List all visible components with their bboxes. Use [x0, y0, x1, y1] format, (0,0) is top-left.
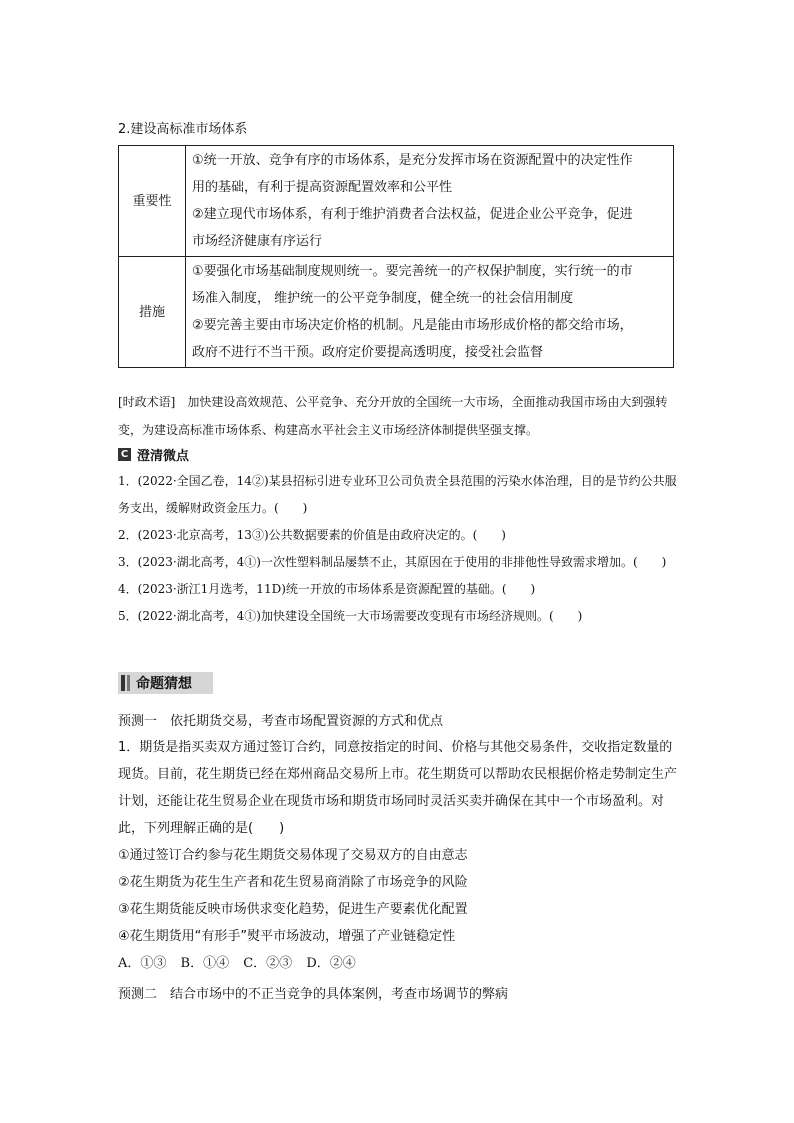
question-one — [118, 734, 683, 977]
prediction-one — [118, 710, 683, 734]
table-line: ②要完善主要由市场决定价格的机制。凡是能由市场形成价格的都交给市场， — [192, 318, 633, 333]
option-a: A．①③ — [118, 956, 167, 971]
clarify-item: 1．(2022·全国乙卷，14②)某县招标引进专业环卫公司负责全县范围的污染水体治理，目的是节约公共服务支出，缓解财政资金压力。( ) — [118, 474, 677, 515]
banner-bar-icon — [121, 675, 125, 691]
statement: ②花生期货为花生生产者和花生贸易商消除了市场竞争的风险 — [118, 875, 468, 890]
table-row-measures — [119, 257, 674, 368]
clarify-title: 澄清微点 — [137, 448, 190, 464]
section-title: 2.建设高标准市场体系 — [118, 122, 248, 137]
row-header-measures: 措施 — [119, 257, 186, 368]
question-stem: 1．期货是指买卖双方通过签订合约，同意按指定的时间、价格与其他交易条件，交收指定数量的现货。目前，花生期货已经在郑州商品交易所上市。花生期货可以帮助农民根据价格走势制定生产计划，还能让花生贸易企业在现货市场和期货市场同时灵活买卖并确保在其中一个市场盈利。对此，下列理解正确的是( ) — [118, 740, 678, 836]
clarify-heading — [118, 443, 683, 465]
table-line: ①统一开放、竞争有序的市场体系，是充分发挥市场在资源配置中的决定性作 — [192, 153, 633, 168]
prediction-two — [118, 983, 683, 1007]
policy-term-note — [118, 388, 678, 444]
row-body-measures — [186, 257, 674, 368]
row-body-importance — [186, 146, 674, 257]
prediction-two-title: 预测二 结合市场中的不正当竞争的具体案例，考查市场调节的弊病 — [118, 987, 509, 1002]
row-header-importance: 重要性 — [119, 146, 186, 257]
statement: ④花生期货用“有形手”熨平市场波动，增强了产业链稳定性 — [118, 929, 456, 944]
table-line: 场准入制度， 维护统一的公平竞争制度，健全统一的社会信用制度 — [192, 291, 574, 306]
note-label: [时政术语] — [118, 395, 176, 409]
market-system-table — [118, 145, 674, 368]
clarify-item: 3．(2023·湖北高考，4①)一次性塑料制品屡禁不止，其原因在于使用的非排他性导致需求增加。( ) — [118, 555, 667, 569]
statement: ③花生期货能反映市场供求变化趋势，促进生产要素优化配置 — [118, 902, 468, 917]
table-line: 用的基础，有利于提高资源配置效率和公平性 — [192, 180, 453, 195]
prediction-one-title: 预测一 依托期货交易，考查市场配置资源的方式和优点 — [118, 714, 444, 729]
option-d: D．②④ — [306, 956, 356, 971]
table-row-importance — [119, 146, 674, 257]
answer-options — [118, 950, 683, 977]
clarify-tag-icon: C — [118, 448, 131, 461]
table-line: 市场经济健康有序运行 — [192, 234, 323, 249]
table-line: 政府不进行不当干预。政府定价要提高透明度，接受社会监督 — [192, 345, 544, 360]
clarify-item: 4．(2023·浙江1月选考，11D)统一开放的市场体系是资源配置的基础。( ) — [118, 582, 536, 596]
statement: ①通过签订合约参与花生期货交易体现了交易双方的自由意志 — [118, 848, 468, 863]
banner-bar-icon — [127, 675, 130, 691]
prediction-banner — [118, 672, 213, 694]
table-line: ②建立现代市场体系，有利于维护消费者合法权益，促进企业公平竞争，促进 — [192, 207, 633, 222]
clarify-section — [118, 443, 683, 630]
clarify-item: 5．(2022·湖北高考，4①)加快建设全国统一大市场需要改变现有市场经济规则。( ) — [118, 609, 583, 623]
option-c: C．②③ — [243, 956, 293, 971]
banner-label: 命题猜想 — [136, 676, 192, 692]
table-line: ①要强化市场基础制度规则统一。要完善统一的产权保护制度，实行统一的市 — [192, 264, 633, 279]
clarify-item: 2．(2023·北京高考，13③)公共数据要素的价值是由政府决定的。( ) — [118, 528, 506, 542]
option-b: B．①④ — [180, 956, 230, 971]
note-text: 加快建设高效规范、公平竞争、充分开放的全国统一大市场，全面推动我国市场由大到强转变，为建设高标准市场体系、构建高水平社会主义市场经济体制提供坚强支撑。 — [118, 395, 668, 437]
